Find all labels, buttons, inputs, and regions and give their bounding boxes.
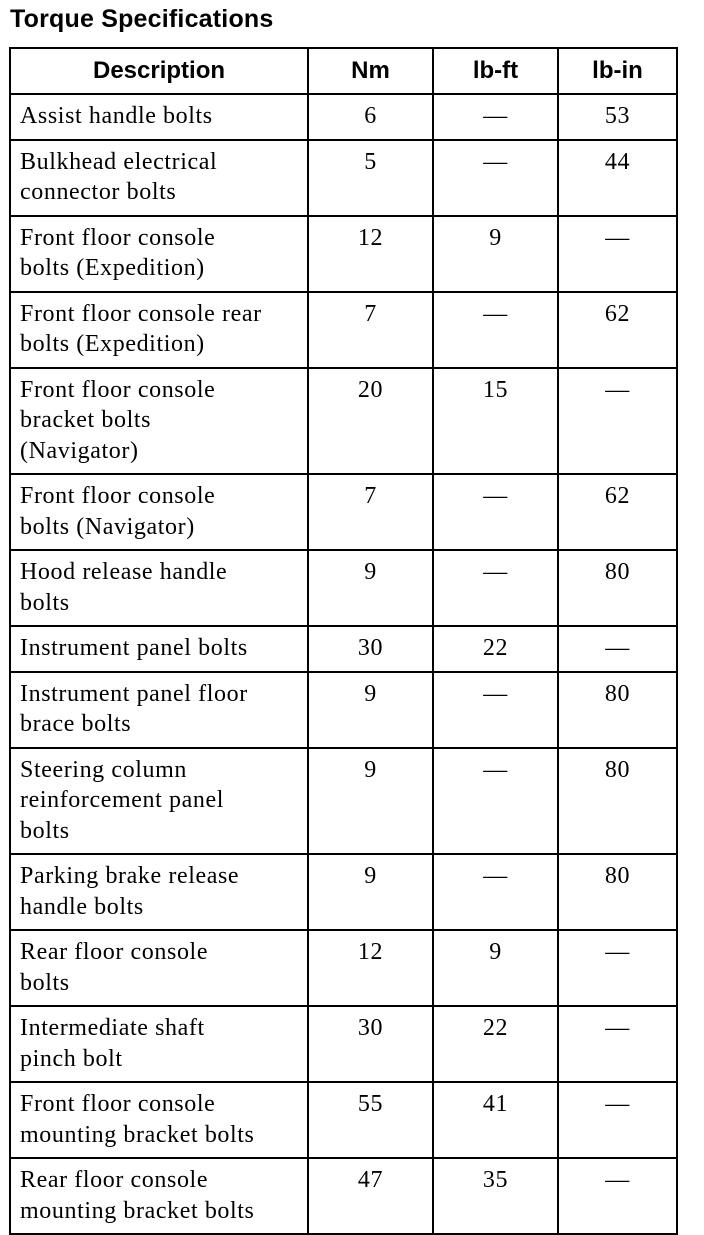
table-row: [10, 94, 677, 140]
lb-ft-cell: 15: [433, 368, 558, 475]
lb-ft-cell: —: [433, 140, 558, 216]
lb-in-cell: 62: [558, 474, 677, 550]
table-row: [10, 930, 677, 1006]
lb-ft-cell: —: [433, 94, 558, 140]
lb-ft-cell: —: [433, 672, 558, 748]
column-header-description: Description: [10, 48, 308, 94]
lb-ft-cell: —: [433, 474, 558, 550]
nm-cell: 30: [308, 1006, 433, 1082]
description-cell: Instrument panel bolts: [10, 626, 308, 672]
lb-ft-cell: 41: [433, 1082, 558, 1158]
lb-in-cell: 80: [558, 854, 677, 930]
lb-ft-cell: —: [433, 292, 558, 368]
column-header-lb-in: lb-in: [558, 48, 677, 94]
torque-spec-table: [9, 47, 678, 1235]
description-cell: Front floor console bolts (Expedition): [10, 216, 308, 292]
nm-cell: 6: [308, 94, 433, 140]
table-row: [10, 550, 677, 626]
lb-in-cell: —: [558, 368, 677, 475]
lb-in-cell: —: [558, 930, 677, 1006]
lb-ft-cell: 9: [433, 930, 558, 1006]
description-cell: Front floor console rear bolts (Expedition): [10, 292, 308, 368]
table-row: [10, 1082, 677, 1158]
lb-ft-cell: 22: [433, 626, 558, 672]
nm-cell: 12: [308, 930, 433, 1006]
description-cell: Front floor console mounting bracket bolts: [10, 1082, 308, 1158]
table-row: [10, 368, 677, 475]
nm-cell: 9: [308, 748, 433, 855]
nm-cell: 9: [308, 550, 433, 626]
nm-cell: 47: [308, 1158, 433, 1234]
nm-cell: 30: [308, 626, 433, 672]
description-cell: Assist handle bolts: [10, 94, 308, 140]
description-cell: Bulkhead electrical connector bolts: [10, 140, 308, 216]
lb-in-cell: —: [558, 1158, 677, 1234]
lb-in-cell: 62: [558, 292, 677, 368]
nm-cell: 9: [308, 854, 433, 930]
lb-ft-cell: 22: [433, 1006, 558, 1082]
page-title: Torque Specifications: [10, 5, 274, 33]
nm-cell: 55: [308, 1082, 433, 1158]
table-header-row: [10, 48, 677, 94]
lb-in-cell: —: [558, 1006, 677, 1082]
lb-ft-cell: —: [433, 748, 558, 855]
table-row: [10, 1006, 677, 1082]
description-cell: Hood release handle bolts: [10, 550, 308, 626]
description-cell: Rear floor console bolts: [10, 930, 308, 1006]
nm-cell: 7: [308, 292, 433, 368]
nm-cell: 7: [308, 474, 433, 550]
lb-in-cell: —: [558, 1082, 677, 1158]
lb-in-cell: —: [558, 216, 677, 292]
description-cell: Instrument panel floor brace bolts: [10, 672, 308, 748]
table-row: [10, 474, 677, 550]
lb-in-cell: 44: [558, 140, 677, 216]
lb-ft-cell: 35: [433, 1158, 558, 1234]
nm-cell: 9: [308, 672, 433, 748]
description-cell: Front floor console bracket bolts (Navigator): [10, 368, 308, 475]
column-header-nm: Nm: [308, 48, 433, 94]
description-cell: Front floor console bolts (Navigator): [10, 474, 308, 550]
table-row: [10, 216, 677, 292]
lb-in-cell: 80: [558, 748, 677, 855]
description-cell: Steering column reinforcement panel bolts: [10, 748, 308, 855]
table-row: [10, 626, 677, 672]
nm-cell: 20: [308, 368, 433, 475]
description-cell: Rear floor console mounting bracket bolts: [10, 1158, 308, 1234]
column-header-lb-ft: lb-ft: [433, 48, 558, 94]
lb-ft-cell: —: [433, 550, 558, 626]
lb-in-cell: 80: [558, 550, 677, 626]
table-row: [10, 292, 677, 368]
description-cell: Intermediate shaft pinch bolt: [10, 1006, 308, 1082]
lb-in-cell: 80: [558, 672, 677, 748]
nm-cell: 5: [308, 140, 433, 216]
table-row: [10, 672, 677, 748]
lb-in-cell: —: [558, 626, 677, 672]
table-row: [10, 748, 677, 855]
nm-cell: 12: [308, 216, 433, 292]
table-row: [10, 1158, 677, 1234]
lb-ft-cell: 9: [433, 216, 558, 292]
lb-ft-cell: —: [433, 854, 558, 930]
description-cell: Parking brake release handle bolts: [10, 854, 308, 930]
lb-in-cell: 53: [558, 94, 677, 140]
table-row: [10, 140, 677, 216]
table-row: [10, 854, 677, 930]
